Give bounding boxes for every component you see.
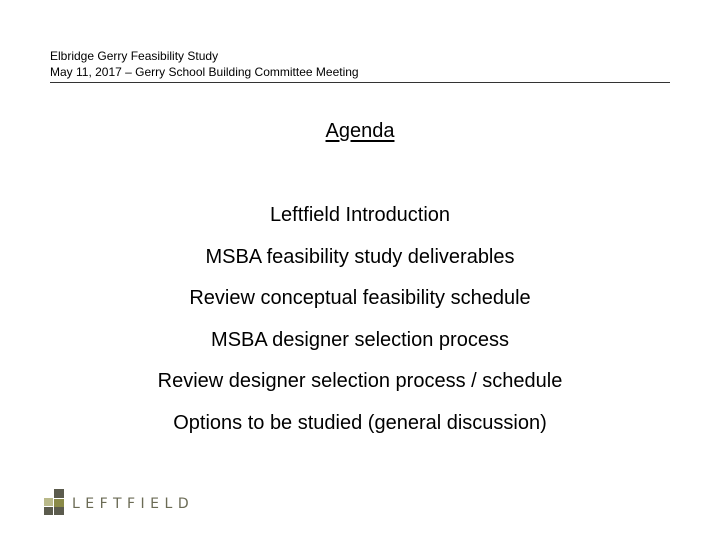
svg-text:LEFTFIELD: LEFTFIELD xyxy=(72,496,195,512)
slide-header xyxy=(50,48,670,83)
agenda-item: MSBA designer selection process xyxy=(211,328,509,351)
header-meeting-line: May 11, 2017 – Gerry School Building Committee Meeting xyxy=(50,65,359,79)
header-study-title: Elbridge Gerry Feasibility Study xyxy=(50,49,219,63)
agenda-item: Leftfield Introduction xyxy=(269,204,451,226)
agenda-title: Agenda xyxy=(325,120,395,142)
leftfield-logo xyxy=(44,488,214,516)
agenda-item: Review conceptual feasibility schedule xyxy=(189,287,531,309)
agenda-item: Options to be studied (general discussion) xyxy=(173,411,547,434)
leftfield-logo-mark xyxy=(44,488,214,516)
agenda-item: Review designer selection process / schedule xyxy=(157,370,563,392)
agenda-item: MSBA feasibility study deliverables xyxy=(205,245,515,268)
header-divider xyxy=(50,82,670,83)
agenda-list xyxy=(0,201,720,450)
